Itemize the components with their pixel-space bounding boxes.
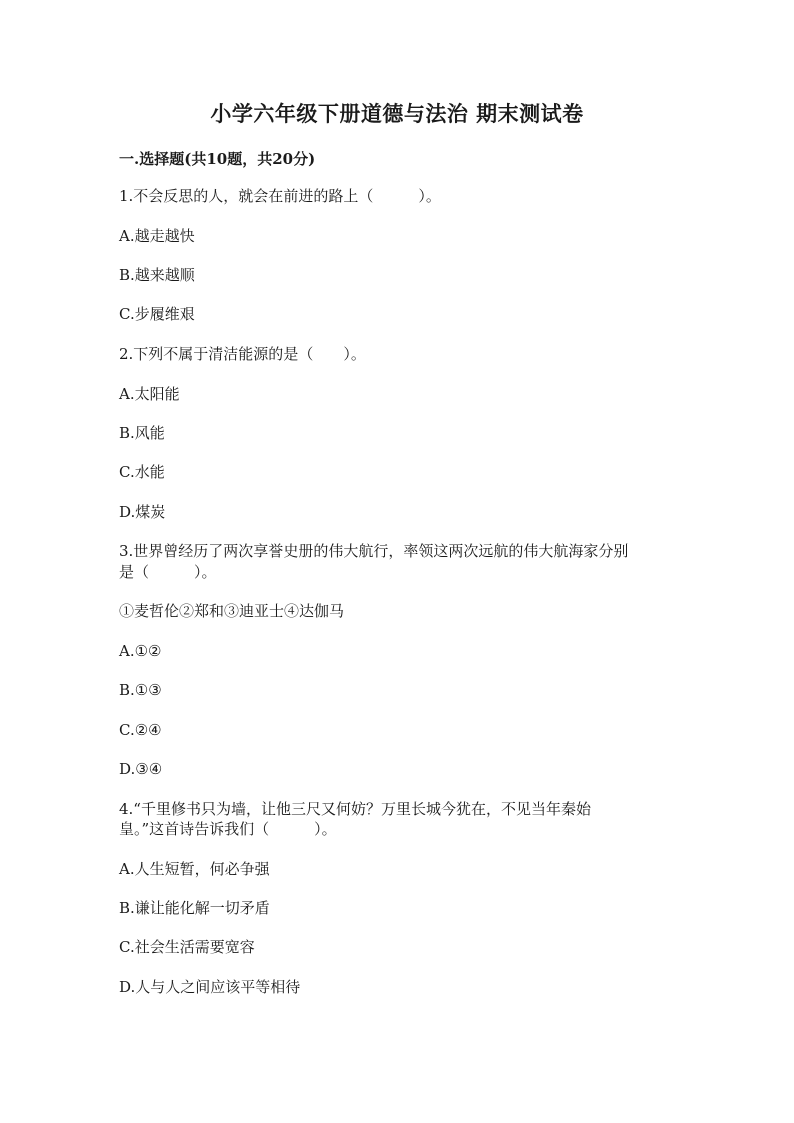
question-3-option-d: D.③④ (119, 760, 163, 778)
question-3-stem-line-2: 是（ ）。 (119, 563, 217, 581)
question-2-stem: 2.下列不属于清洁能源的是（ ）。 (119, 345, 366, 363)
question-4-option-c: C.社会生活需要宽容 (119, 938, 255, 956)
question-1-option-a: A.越走越快 (119, 227, 195, 245)
question-1-option-b: B.越来越顺 (119, 266, 195, 284)
question-2-option-a: A.太阳能 (119, 385, 180, 403)
section-heading: 一.选择题(共10题，共20分) (119, 150, 316, 168)
question-4-option-d: D.人与人之间应该平等相待 (119, 978, 301, 996)
question-4-option-b: B.谦让能化解一切矛盾 (119, 899, 270, 917)
question-1-option-c: C.步履维艰 (119, 305, 195, 323)
question-2-option-b: B.风能 (119, 424, 165, 442)
question-4-stem-line-2: 皇。”这首诗告诉我们（ ）。 (119, 820, 337, 838)
question-3-subitems: ①麦哲伦②郑和③迪亚士④达伽马 (119, 602, 345, 620)
question-2-option-c: C.水能 (119, 463, 165, 481)
question-1-stem: 1.不会反思的人，就会在前进的路上（ ）。 (119, 187, 441, 205)
question-2-option-d: D.煤炭 (119, 503, 166, 521)
question-4-stem-line-1: 4.“千里修书只为墙，让他三尺又何妨？万里长城今犹在，不见当年秦始 (119, 800, 591, 818)
question-3-stem-line-1: 3.世界曾经历了两次享誉史册的伟大航行，率领这两次远航的伟大航海家分别 (119, 542, 629, 560)
document-title: 小学六年级下册道德与法治 期末测试卷 (210, 101, 584, 126)
question-4-option-a: A.人生短暂，何必争强 (119, 860, 270, 878)
question-3-option-c: C.②④ (119, 721, 162, 739)
question-3-option-a: A.①② (119, 642, 162, 660)
question-3-option-b: B.①③ (119, 681, 162, 699)
